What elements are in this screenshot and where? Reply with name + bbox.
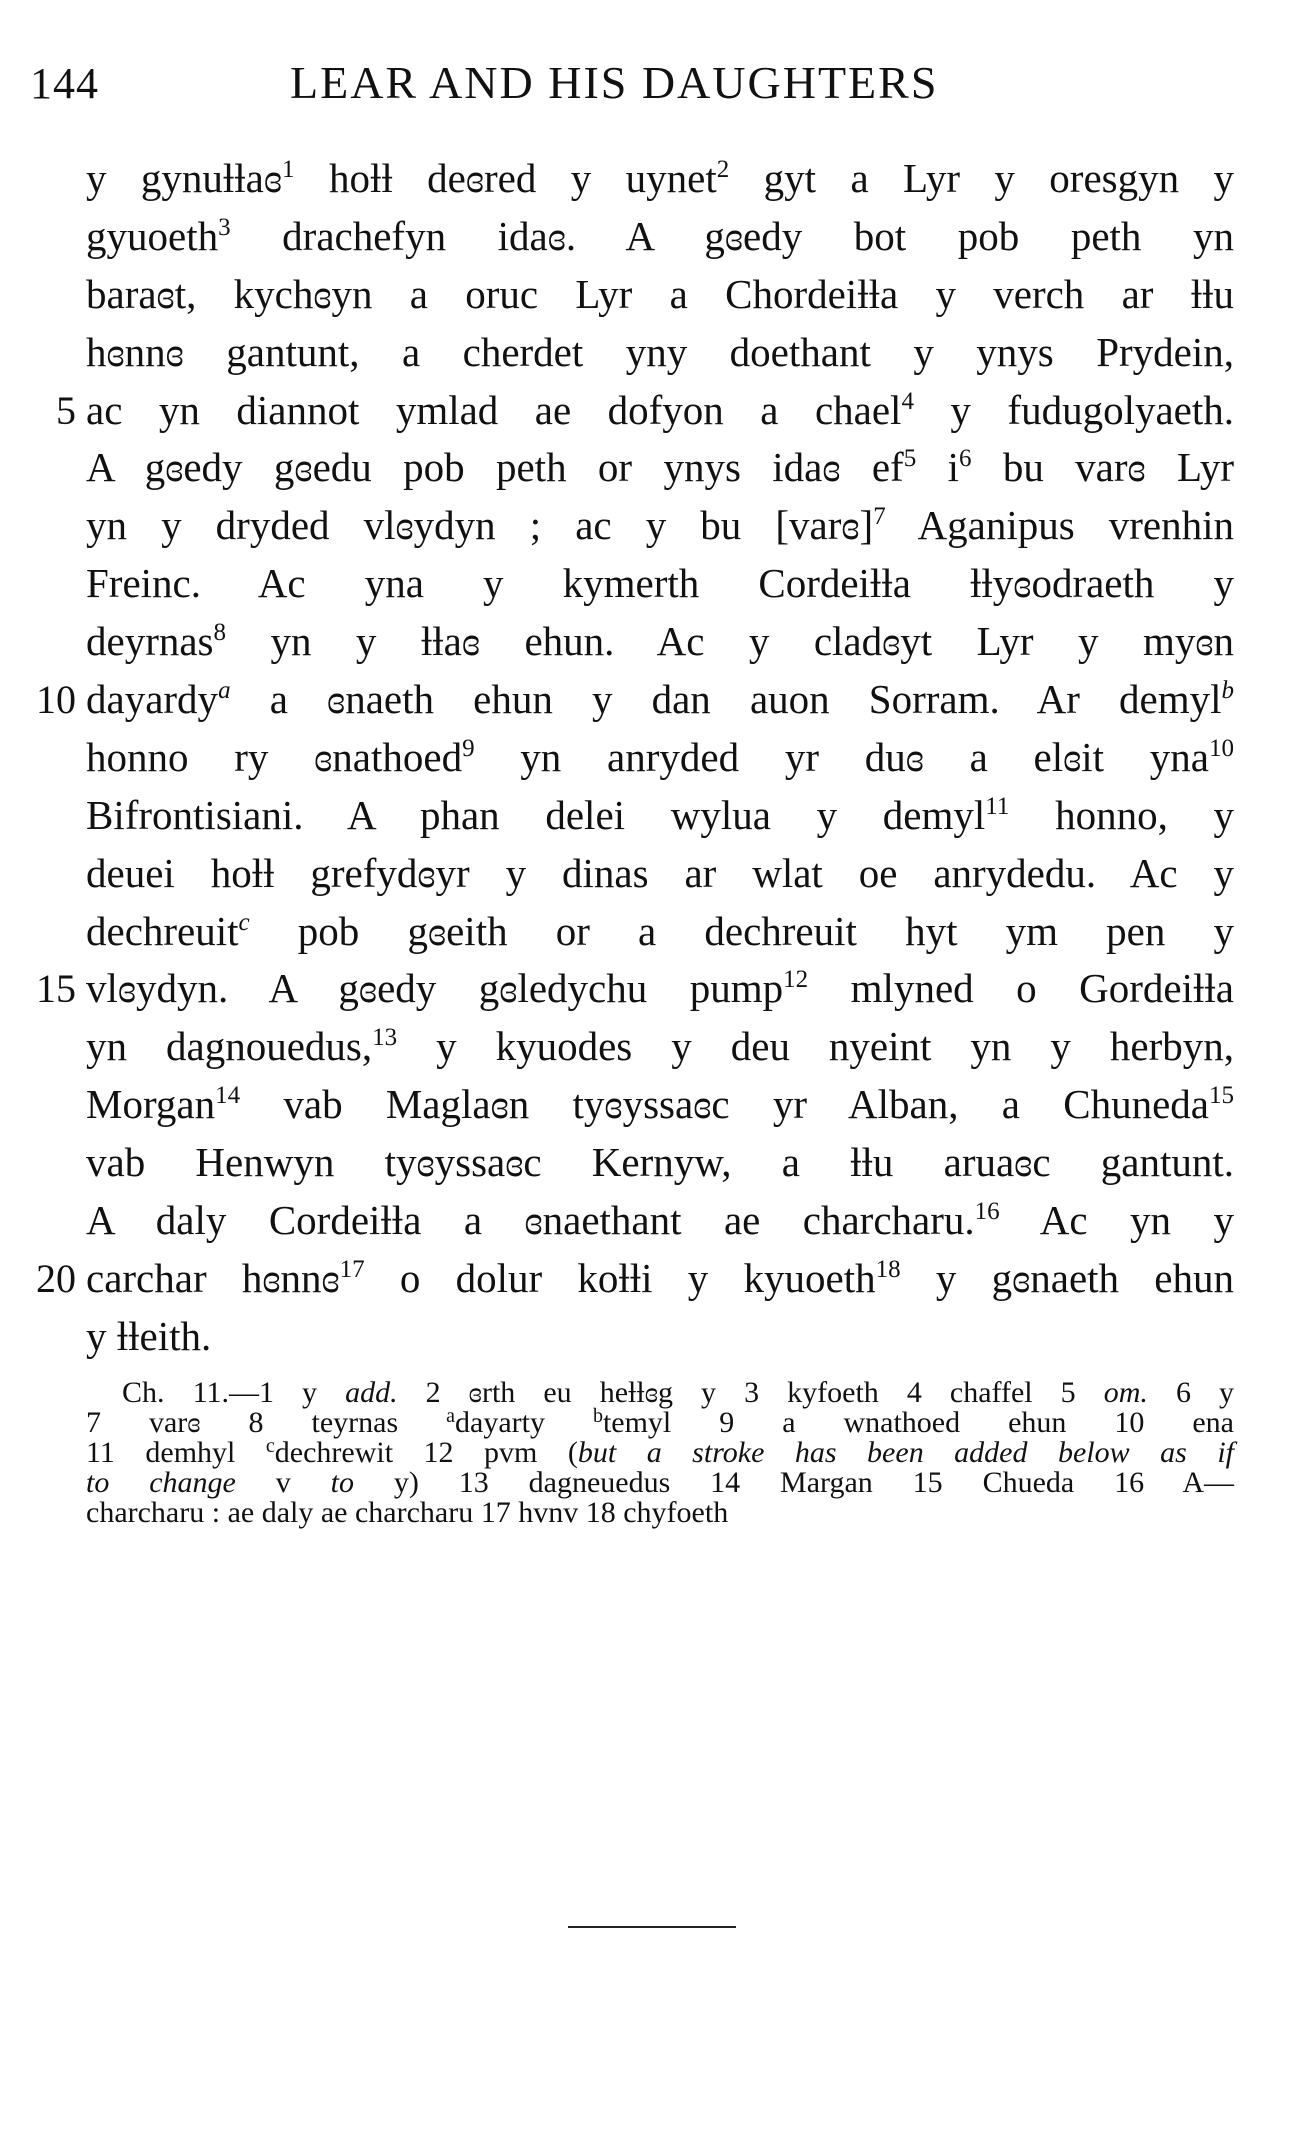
text-run: yn y dryded vlɞydyn ; ac y bu [varɞ] [86,502,874,549]
text-run: gyt a Lyr y oresgyn y [729,155,1235,201]
note-marker: 8 [213,619,227,647]
text-run: Freinc. Ac yna y kymerth Cordeiƚƚa ƚƚyɞodraeth y [86,560,1234,607]
italic-run: to [330,1466,354,1499]
text-line [86,613,1234,671]
text-line [86,903,1234,961]
text-run: y kyuodes y deu nyeint yn y herbyn, [397,1023,1234,1070]
note-marker: 12 [783,966,809,994]
text-run: yn dagnouedus, [86,1023,373,1070]
italic-run: to change [86,1466,236,1499]
line-number: 10 [36,677,76,723]
text-run: Morgan [86,1081,216,1128]
text-run: hɞnnɞ gantunt, a cherdet yny doethant y ynys Prydein, [86,328,1234,375]
text-run: ac yn diannot ymlad ae dofyon a chael [86,386,902,433]
text-run: y ƚƚeith. [86,1312,212,1359]
text-line [86,845,1234,903]
text-run: dayarty [455,1406,593,1439]
text-run: vab Maglaɞn tyɞyssaɞc yr Alban, a Chuneda [240,1081,1209,1128]
text-run: o dolur koƚƚi y kyuoeth [364,1254,876,1301]
note-marker: 14 [215,1082,241,1110]
running-title: LEAR AND HIS DAUGHTERS [290,57,939,108]
text-run: dechrewit 12 pvm ( [274,1436,578,1469]
note-marker: 4 [901,387,914,415]
text-line [86,439,1234,497]
text-run: deuei hoƚƚ grefydɞyr y dinas ar wlat oe anrydedu. Ac y [86,849,1234,896]
text-run: Bifrontisiani. A phan delei wylua y demyl [86,791,986,838]
note-marker: 15 [1209,1082,1234,1110]
text-run: 7 varɞ 8 teyrnas [86,1406,447,1439]
note-marker: 11 [985,792,1010,820]
text-line [36,960,1234,1018]
text-run: Ch. 11.—1 y [122,1376,346,1409]
note-marker: 18 [875,1255,901,1283]
text-run: yn anryded yr duɞ a elɞit yna [474,733,1209,780]
text-line [86,1134,1234,1192]
text-run: vab Henwyn tyɞyssaɞc Kernyw, a ƚƚu aruaɞc gantunt. [86,1139,1234,1186]
note-marker: 17 [339,1255,365,1283]
text-run: y) 13 dagneuedus 14 Margan 15 Chueda 16 A— [353,1466,1235,1499]
text-line [86,555,1234,613]
text-line [86,1308,1234,1366]
note-marker: 6 [958,445,972,473]
note-marker: 1 [282,156,295,183]
text-line [86,150,1234,208]
text-line [36,1250,1234,1308]
text-line [86,324,1234,382]
text-run: deyrnas [86,618,214,665]
text-run: drachefyn idaɞ. A gɞedy bot pob peth yn [230,212,1234,259]
text-line [86,1192,1234,1250]
text-run: temyl 9 a wnathoed ehun 10 ena [602,1406,1234,1439]
text-run: A gɞedy gɞedu pob peth or ynys idaɞ ef [86,444,904,491]
text-run: hoƚƚ deɞred y uynet [294,155,717,201]
footnotes [86,1378,1234,1528]
main-text [36,150,1235,1366]
footnote-line [86,1378,1234,1408]
text-run: honno, y [1009,791,1235,838]
note-marker: 3 [218,213,231,241]
text-run: i [916,444,959,491]
footnote-line [86,1468,1234,1498]
note-marker: 7 [873,503,886,531]
text-line [36,671,1234,729]
text-run: 6 y [1147,1376,1234,1409]
line-number: 15 [36,966,76,1012]
end-rule [568,1926,736,1928]
italic-run: but a stroke has been added below as if [577,1436,1234,1469]
footnote-line [86,1498,1234,1528]
text-run: dayardy [86,676,219,723]
line-number: 5 [56,387,76,433]
footnote-line [86,1435,1234,1469]
note-marker: 13 [372,1024,398,1052]
text-run: vlɞydyn. A gɞedy gɞledychu pump [86,965,784,1012]
text-run: y gɞnaeth ehun [900,1254,1234,1301]
note-marker: 2 [716,156,730,183]
text-run: honno ry ɞnathoed [86,733,463,780]
note-marker: c [238,908,250,936]
note-marker: 5 [903,445,917,473]
note-marker: a [446,1405,455,1427]
text-run: a ɞnaeth ehun y dan auon Sorram. Ar demyl [230,676,1222,723]
note-marker: a [218,677,231,705]
text-run: bu varɞ Lyr [971,444,1234,491]
text-run: v [235,1466,331,1499]
text-run: carchar hɞnnɞ [86,1254,340,1301]
line-number: 20 [36,1255,76,1301]
note-marker: c [265,1435,275,1457]
text-run: 11 demhyl [86,1436,266,1469]
italic-run: om. [1103,1376,1148,1409]
text-line [86,497,1234,555]
text-line [86,208,1234,266]
text-run: dechreuit [86,907,239,954]
text-run: 2 ɞrth eu heƚƚɞg y 3 kyfoeth 4 chaffel 5 [397,1376,1104,1409]
note-marker: 10 [1209,734,1234,762]
text-run: gyuoeth [86,212,219,259]
text-line [86,787,1234,845]
text-run: Ac yn y [999,1197,1234,1244]
footnote-line [86,1405,1234,1439]
text-line [86,266,1234,324]
page-number: 144 [30,59,99,108]
text-run: yn y ƚƚaɞ ehun. Ac y cladɞyt Lyr y myɞn [226,618,1234,665]
text-run: A daly Cordeiƚƚa a ɞnaethant ae charcharu. [86,1197,975,1244]
italic-run: add. [345,1376,398,1409]
note-marker: 9 [462,734,475,762]
text-line [86,1076,1234,1134]
text-line [56,382,1234,440]
note-marker: b [1221,677,1234,705]
text-run: charcharu : ae daly ae charcharu 17 hvnv 18 chyfoeth [86,1496,729,1529]
note-marker: b [592,1405,603,1427]
text-run: y fudugolyaeth. [913,386,1234,433]
note-marker: 16 [974,1198,1000,1226]
text-run: Aganipus vrenhin [885,502,1234,549]
text-run: pob gɞeith or a dechreuit hyt ym pen y [249,907,1234,954]
text-line [86,1018,1234,1076]
text-run: baraɞt, kychɞyn a oruc Lyr a Chordeiƚƚa y verch ar ƚƚu [86,270,1234,317]
text-line [86,729,1234,787]
text-run: mlyned o Gordeiƚƚa [808,965,1234,1012]
text-run: y gynuƚƚaɞ [86,155,283,201]
